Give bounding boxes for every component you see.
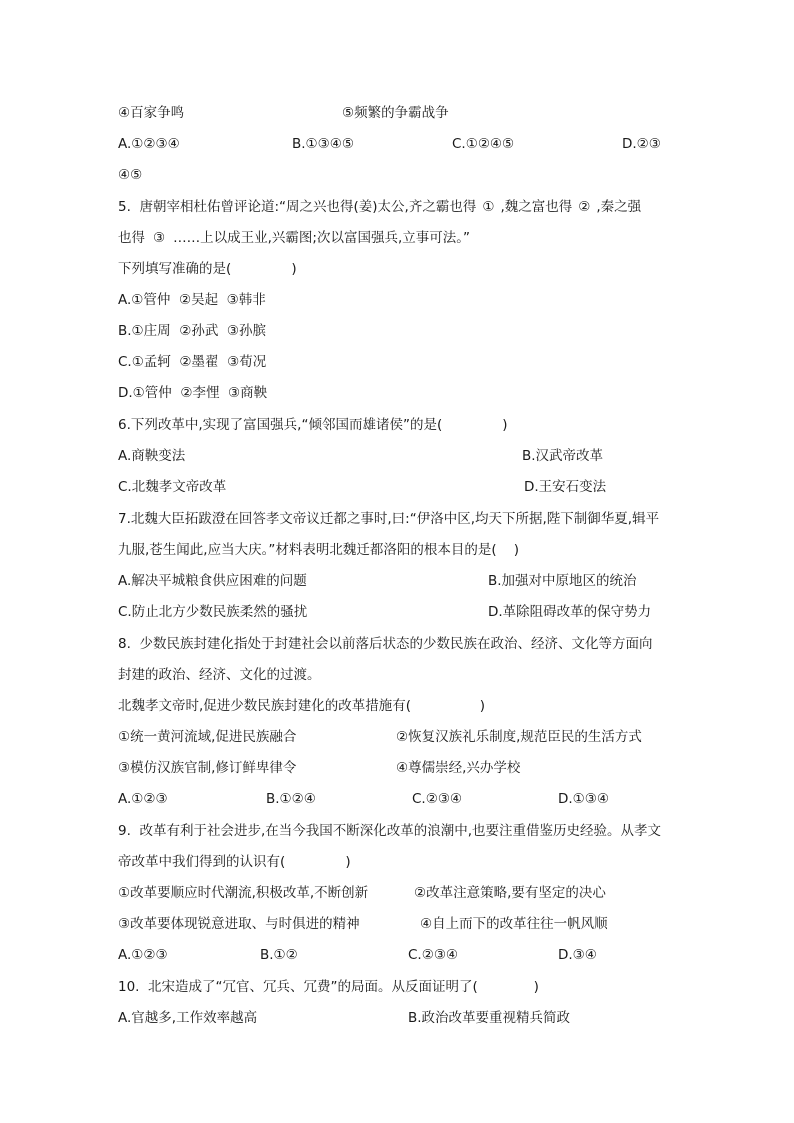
q9-choice-b: B.①② — [260, 947, 298, 963]
q5-choice-a: A.①管仲 ②吴起 ③韩非 — [118, 292, 266, 308]
q8-choice-b: B.①②④ — [266, 791, 316, 807]
q8-option-2: ②恢复汉族礼乐制度,规范臣民的生活方式 — [396, 729, 642, 745]
q8-option-1: ①统一黄河流域,促进民族融合 — [118, 729, 297, 745]
q7-choice-a: A.解决平城粮食供应困难的问题 — [118, 573, 307, 589]
q9-option-4: ④自上而下的改革往往一帆风顺 — [420, 916, 608, 932]
q7-stem-line1: 7.北魏大臣拓跋澄在回答孝文帝议迁都之事时,曰:“伊洛中区,均天下所据,陛下制御华夏,辑平 — [118, 511, 660, 527]
q10-stem: 10. 北宋造成了“冗官、冗兵、冗费”的局面。从反面证明了( ) — [118, 979, 539, 995]
q8-stem-line2: 封建的政治、经济、文化的过渡。 — [118, 667, 321, 683]
q6-choice-d: D.王安石变法 — [524, 479, 607, 495]
q8-choice-d: D.①③④ — [558, 791, 609, 807]
q5-choice-b: B.①庄周 ②孙武 ③孙膑 — [118, 323, 267, 339]
q8-option-3: ③模仿汉族官制,修订鲜卑律令 — [118, 760, 297, 776]
q9-choice-a: A.①②③ — [118, 947, 168, 963]
q8-option-4: ④尊儒崇经,兴办学校 — [396, 760, 521, 776]
q9-choice-c: C.②③④ — [408, 947, 459, 963]
q5-stem-part-g: ……上以成王业,兴霸图;次以富国强兵,立事可法。” — [173, 230, 470, 246]
q4-choice-d: D.②③ — [622, 136, 661, 152]
q5-stem-line1 — [118, 198, 641, 216]
q5-choice-c: C.①孟轲 ②墨翟 ③荀况 — [118, 354, 267, 370]
q6-choice-c: C.北魏孝文帝改革 — [118, 479, 227, 495]
q10-choice-b: B.政治改革要重视精兵简政 — [408, 1010, 571, 1026]
q5-blank-3: ③ — [153, 230, 166, 246]
q8-choice-c: C.②③④ — [412, 791, 463, 807]
q5-question: 下列填写准确的是( ) — [118, 261, 297, 277]
q9-option-2: ②改革注意策略,要有坚定的决心 — [414, 885, 606, 901]
q6-choice-a: A.商鞅变法 — [118, 448, 186, 464]
q4-choice-b: B.①③④⑤ — [292, 136, 354, 152]
q7-stem-line2: 九服,苍生闻此,应当大庆。”材料表明北魏迁都洛阳的根本目的是( ) — [118, 542, 520, 558]
q5-stem-part-c: ,魏之富也得 — [500, 199, 573, 215]
q4-choice-c: C.①②④⑤ — [452, 136, 515, 152]
q4-choice-a: A.①②③④ — [118, 136, 180, 152]
q5-stem-part-f: 也得 — [118, 230, 145, 246]
q4-option-5: ⑤频繁的争霸战争 — [342, 105, 449, 121]
q8-choice-a: A.①②③ — [118, 791, 168, 807]
q9-choice-d: D.③④ — [558, 947, 597, 963]
q6-stem: 6.下列改革中,实现了富国强兵,“倾邻国而雄诸侯”的是( ) — [118, 417, 508, 433]
q7-choice-d: D.革除阻碍改革的保守势力 — [488, 604, 652, 620]
q9-option-1: ①改革要顺应时代潮流,积极改革,不断创新 — [118, 885, 369, 901]
q4-choice-d-wrap: ④⑤ — [118, 167, 143, 183]
q6-choice-b: B.汉武帝改革 — [522, 448, 604, 464]
q9-option-3: ③改革要体现锐意进取、与时俱进的精神 — [118, 916, 360, 932]
q4-option-4: ④百家争鸣 — [118, 105, 185, 121]
q5-stem-line2 — [118, 229, 470, 247]
q7-choice-c: C.防止北方少数民族柔然的骚扰 — [118, 604, 308, 620]
q5-blank-1: ① — [482, 199, 495, 215]
q5-blank-2: ② — [578, 199, 591, 215]
q10-choice-a: A.官越多,工作效率越高 — [118, 1010, 258, 1026]
q5-stem-part-a: 5. 唐朝宰相杜佑曾评论道:“周之兴也得(姜)太公,齐之霸也得 — [118, 199, 477, 215]
q8-stem-line1: 8. 少数民族封建化指处于封建社会以前落后状态的少数民族在政治、经济、文化等方面向 — [118, 636, 653, 652]
q8-question: 北魏孝文帝时,促进少数民族封建化的改革措施有( ) — [118, 698, 485, 714]
q7-choice-b: B.加强对中原地区的统治 — [488, 573, 637, 589]
q9-stem-line2: 帝改革中我们得到的认识有( ) — [118, 854, 351, 870]
q5-choice-d: D.①管仲 ②李悝 ③商鞅 — [118, 385, 268, 401]
q5-stem-part-e: ,秦之强 — [596, 199, 642, 215]
q9-stem-line1: 9. 改革有利于社会进步,在当今我国不断深化改革的浪潮中,也要注重借鉴历史经验。从孝文 — [118, 823, 662, 839]
